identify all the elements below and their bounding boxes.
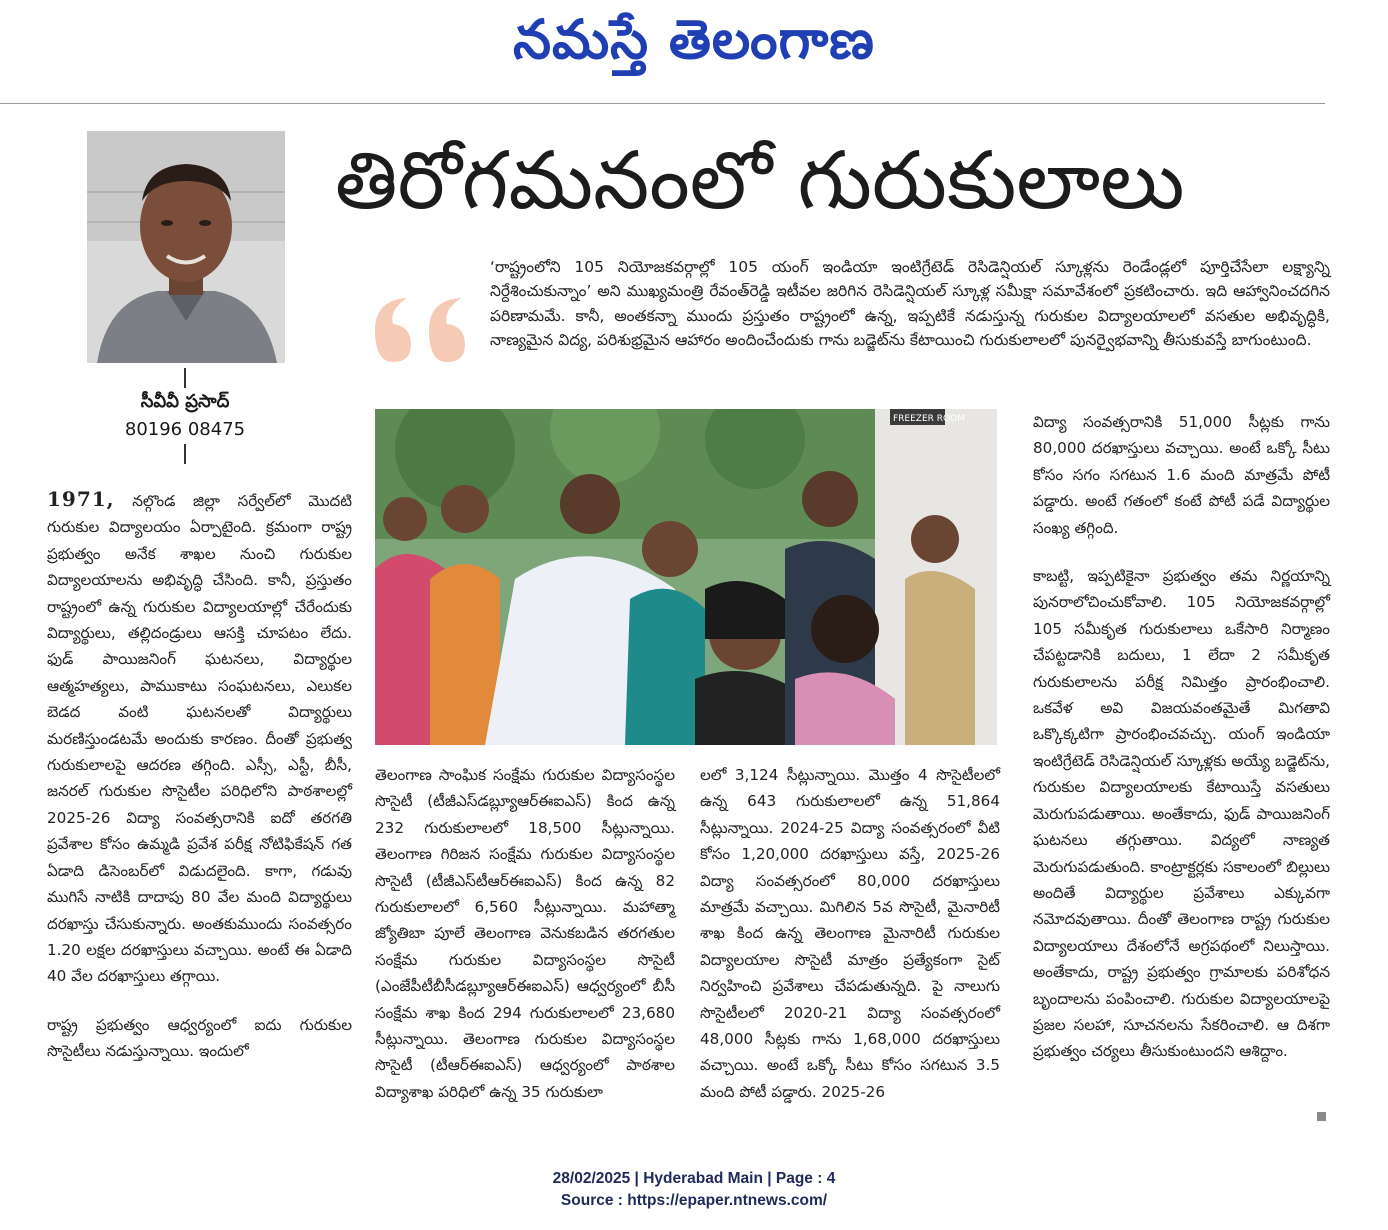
footer-edition-info: 28/02/2025 | Hyderabad Main | Page : 4	[552, 1170, 836, 1187]
byline-divider	[184, 368, 186, 388]
newspaper-title: నమస్తే తెలంగాణ	[513, 8, 875, 71]
column-4-paragraph-2: కాబట్టి, ఇప్పటికైనా ప్రభుత్వం తమ నిర్ణయాన్ని పునరాలోచించుకోవాలి. 105 నియోజకవర్గాల్లో 105 సమీకృత గురుకులాలు ఒకేసారి నిర్మాణం చేపట్టడానికి బదులు, 1 లేదా 2 సమీకృత గురుకులాలను పరీక్ష నిమిత్తం ప్రారంభించాలి. ఒకవేళ అవి విజయవంతమైతే మిగతావి ఒక్కొక్కటిగా ప్రారంభించవచ్చు. యంగ్ ఇండియా ఇంటిగ్రేటెడ్ రెసిడెన్షియల్ స్కూళ్లకు అయ్యే బడ్జెట్‌ను, గురుకుల విద్యాలయాలకు కేటాయిస్తే వసతులు మెరుగుపడుతాయి. అంతేకాదు, ఫుడ్ పాయిజనింగ్ ఘటనలు తగ్గుతాయి. విద్యలో నాణ్యత మెరుగుపడుతుంది. కాంట్రాక్టర్లకు సకాలంలో బిల్లులు అందితే విద్యార్థుల ప్రవేశాలు ఎక్కువగా నమోదవుతాయి. దీంతో తెలంగాణ రాష్ట్ర గురుకుల విద్యాలయాలు దేశంలోనే అగ్రపథంలో నిలుస్తాయి. అంతేకాదు, రాష్ట్ర ప్రభుత్వం గ్రామాలకు పరిశోధన బృందాలను పంపించాలి. గురుకుల విద్యాలయాలపై ప్రజల సలహా, సూచనలను సేకరించాలి. ఆ దిశగా ప్రభుత్వం చర్యలు తీసుకుంటుందని ఆశిద్దాం.	[1033, 567, 1330, 1061]
quote-mark-icon	[367, 290, 487, 370]
column-1-paragraph-1	[47, 486, 352, 990]
news-photo	[375, 409, 997, 745]
column-4-paragraph-1: విద్యా సంవత్సరానికి 51,000 సీట్లకు గాను 80,000 దరఖాస్తులు వచ్చాయి. అంటే ఒక్కో సీటు కోసం సగం సగటున 1.6 మంది మాత్రమే పోటీ పడ్డారు. అంటే గతంలో కంటే పోటీ పడే విద్యార్థుల సంఖ్య తగ్గింది.	[1033, 413, 1330, 537]
end-of-article-mark	[1317, 1112, 1326, 1121]
footer-source-link[interactable]: Source : https://epaper.ntnews.com/	[560, 1192, 828, 1209]
byline-divider	[184, 444, 186, 464]
column-1-text: నల్గొండ జిల్లా సర్వేల్‌లో మొదటి గురుకుల విద్యాలయం ఏర్పాటైంది. క్రమంగా రాష్ట్ర ప్రభుత్వం అనేక శాఖల నుంచి గురుకుల విద్యాలయాలను అభివృద్ధి చేసింది. కానీ, ప్రస్తుతం రాష్ట్రంలో ఉన్న గురుకుల విద్యాలయాల్లో చేరేందుకు విద్యార్థులు, తల్లిదండ్రులు ఆసక్తి చూపటం లేదు. ఫుడ్ పాయిజనింగ్ ఘటనలు, విద్యార్థుల ఆత్మహత్యలు, పాముకాటు సంఘటనలు, ఎలుకల బెడద వంటి ఘటనలతో విద్యార్థులు మరణిస్తుండటమే అందుకు కారణం. దీంతో ప్రభుత్వ గురుకులాలపై ఆదరణ తగ్గింది. ఎస్సీ, ఎస్టీ, బీసీ, జనరల్ గురుకుల సొసైటీల పరిధిలోని పాఠశాలల్లో 2025-26 విద్యా సంవత్సరానికి ఐదో తరగతి ప్రవేశాల కోసం ఉమ్మడి ప్రవేశ పరీక్ష నోటిఫికేషన్ గత ఏడాది డిసెంబర్‌లో విడుదలైంది. కాగా, గడువు ముగిసే నాటికి దాదాపు 80 వేల మంది విద్యార్థులు దరఖాస్తు చేసుకున్నారు. అంతకుముందు సంవత్సరం 1.20 లక్షల దరఖాస్తులు వచ్చాయి. అంటే ఈ ఏడాది 40 వేల దరఖాస్తులు తగ్గాయి.	[47, 492, 352, 986]
author-phone: 80196 08475	[124, 419, 246, 440]
author-name: సీవీవీ ప్రసాద్	[140, 391, 230, 412]
article-column-4	[1033, 409, 1330, 1087]
top-divider	[0, 103, 1325, 104]
article-column-1	[47, 486, 352, 1087]
column-1-paragraph-2: రాష్ట్ర ప్రభుత్వం ఆధ్వర్యంలో ఐదు గురుకుల సొసైటీలు నడుస్తున్నాయి. ఇందులో	[47, 1015, 352, 1061]
article-column-2	[375, 762, 675, 1127]
freezer-room-sign: FREEZER ROOM	[893, 414, 965, 424]
dropcap-year: 1971,	[47, 487, 115, 511]
column-2-paragraph: తెలంగాణ సాంఘిక సంక్షేమ గురుకుల విద్యాసంస్థల సొసైటీ (టీజీఎస్‌డబ్ల్యూఆర్ఈఐఎస్) కింద ఉన్న 232 గురుకులాలలో 18,500 సీట్లున్నాయి. తెలంగాణ గిరిజన సంక్షేమ గురుకుల విద్యాసంస్థల సొసైటీ (టీజీఎస్‌టీఆర్ఈఐఎస్) కింద ఉన్న 82 గురుకులాలలో 6,560 సీట్లున్నాయి. మహాత్మా జ్యోతిబా పూలే తెలంగాణ వెనుకబడిన తరగతుల సంక్షేమ గురుకుల విద్యాసంస్థల సొసైటీ (ఎంజేపీటీబీసీడబ్ల్యూఆర్ఈఐఎస్) ఆధ్వర్యంలో బీసీ సంక్షేమ శాఖ కింద 294 గురుకులాలలో 23,680 సీట్లున్నాయి. తెలంగాణ గురుకుల విద్యాసంస్థల సొసైటీ (టీఆర్ఈఐఎస్) ఆధ్వర్యంలో పాఠశాల విద్యాశాఖ పరిధిలో ఉన్న 35 గురుకులా	[375, 766, 675, 1101]
article-intro	[490, 255, 1330, 352]
author-photo	[87, 131, 285, 363]
article-column-3	[700, 762, 1000, 1127]
author-byline	[60, 368, 310, 480]
article-headline: తిరోగమనంలో గురుకులాలు	[335, 134, 1185, 227]
intro-text: ‘రాష్ట్రంలోని 105 నియోజకవర్గాల్లో 105 యంగ్ ఇండియా ఇంటిగ్రేటెడ్ రెసిడెన్షియల్ స్కూళ్లను రెండేండ్లలో పూర్తిచేసేలా లక్ష్యాన్ని నిర్దేశించుకున్నాం’ అని ముఖ్యమంత్రి రేవంత్‌రెడ్డి ఇటీవల జరిగిన రెసిడెన్షియల్ స్కూళ్ల సమీక్షా సమావేశంలో ప్రకటించారు. ఇది ఆహ్వానించదగిన పరిణామమే. కానీ, అంతకన్నా ముందు ప్రస్తుతం రాష్ట్రంలో ఉన్న, ఇప్పటికే నడుస్తున్న గురుకుల విద్యాలయాలలో వసతుల అభివృద్ధికి, నాణ్యమైన విద్య, పరిశుభ్రమైన ఆహారం అందించేందుకు గాను బడ్జెట్‌ను కేటాయించి గురుకులాలలో పునర్వైభవాన్ని తీసుకువస్తే బాగుంటుంది.	[490, 258, 1330, 349]
masthead	[0, 0, 1388, 104]
column-3-paragraph: లలో 3,124 సీట్లున్నాయి. మొత్తం 4 సొసైటీలలో ఉన్న 643 గురుకులాలలో ఉన్న 51,864 సీట్లున్నాయి. 2024-25 విద్యా సంవత్సరంలో వీటి కోసం 1,20,000 దరఖాస్తులు వస్తే, 2025-26 విద్యా సంవత్సరంలో 80,000 దరఖాస్తులు మాత్రమే వచ్చాయి. మిగిలిన 5వ సొసైటీ, మైనారిటీ శాఖ కింద ఉన్న తెలంగాణ మైనారిటీ గురుకుల విద్యాలయాల సొసైటీ మాత్రం ప్రత్యేకంగా సైట్ నిర్వహించి ప్రవేశాలు చేపడుతున్నది. పై నాలుగు సొసైటీలలో 2020-21 విద్యా సంవత్సరంలో 48,000 సీట్లకు గాను 1,68,000 దరఖాస్తులు వచ్చాయి. అంటే ఒక్కో సీటు కోసం సగటున 3.5 మంది పోటీ పడ్డారు. 2025-26	[700, 766, 1000, 1101]
page-footer	[0, 1168, 1388, 1212]
